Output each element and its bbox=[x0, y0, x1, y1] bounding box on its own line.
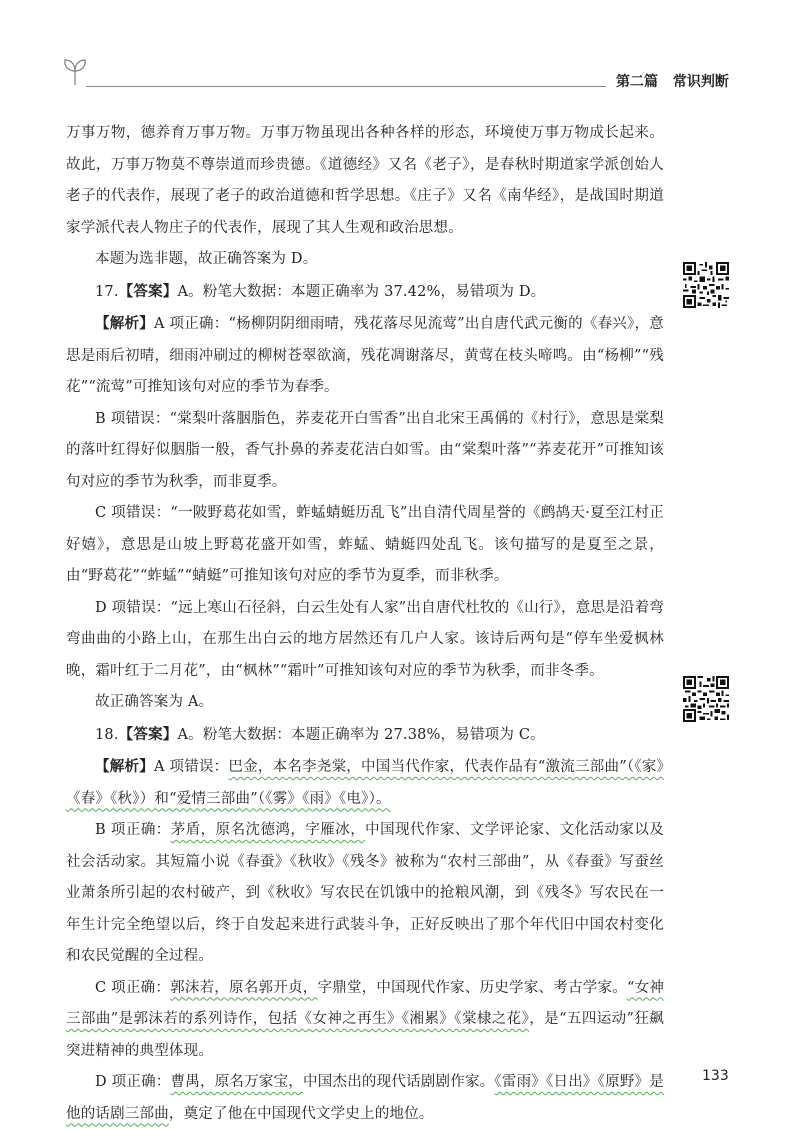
q18-a-highlight: 巴金，本名李尧棠，中国当代作家，代表作品有“激流三部曲”（《家》《春》《秋》）和“爱情三部曲”（《雾》《雨》《电》）。 bbox=[66, 759, 664, 807]
q17-answer-label: 【答案】 bbox=[118, 282, 178, 300]
q18-option-b bbox=[66, 815, 664, 973]
q17-option-b: B 项错误：“棠梨叶落胭脂色，荞麦花开白雪香”出自北宋王禹偁的《村行》，意思是棠梨的落叶红得好似胭脂一般，香气扑鼻的荞麦花洁白如雪。由“棠梨叶落”“荞麦花开”可推知该句对应的季节为秋季，而非夏季。 bbox=[66, 410, 664, 490]
page-body bbox=[66, 118, 664, 1130]
q18-a-prefix: A 项错误： bbox=[153, 759, 229, 775]
q18-analysis-label: 【解析】 bbox=[95, 758, 154, 775]
q18-b-prefix: B 项正确： bbox=[95, 822, 171, 838]
q18-c-end: ，是“五四运动”狂飙突进精神的典型体现。 bbox=[66, 1011, 664, 1059]
q17-option-c: C 项错误：“一陂野葛花如雪，蚱蜢蜻蜓历乱飞”出自清代周星誉的《鹧鸪天·夏至江村正好嬉》，意思是山坡上野葛花盛开如雪，蚱蜢、蜻蜓四处乱飞。该句描写的是夏至之景，由“野葛花”“蚱蜢”“蜻蜓”可推知该句对应的季节为夏季，而非秋季。 bbox=[66, 505, 664, 584]
q18-answer-text: A。粉笔大数据：本题正确率为 27.38%，易错项为 C。 bbox=[177, 726, 545, 743]
q17-option-a: A 项正确：“杨柳阴阴细雨晴，残花落尽见流莺”出自唐代武元衡的《春兴》，意思是雨后初晴，细雨冲刷过的柳树苍翠欲滴，残花凋谢落尽，黄莺在枝头啼鸣。由“杨柳”“残花”“流莺”可推知该句对应的季节为春季。 bbox=[66, 316, 664, 395]
q18-d-highlight: 曹禺，原名万家宝， bbox=[170, 1074, 304, 1090]
chapter-title bbox=[616, 71, 739, 91]
q18-option-d bbox=[66, 1067, 664, 1130]
q17-analysis-a bbox=[66, 308, 664, 404]
page-header bbox=[0, 0, 800, 110]
q18-d-end: ，奠定了他在中国现代文学史上的地位。 bbox=[168, 1105, 434, 1122]
q18-b-highlight: 茅盾，原名沈德鸿，字雁冰， bbox=[170, 822, 366, 838]
header-rule bbox=[86, 86, 606, 87]
section-label: 常识判断 bbox=[672, 74, 729, 90]
q18-analysis-a bbox=[66, 751, 664, 815]
q17-option-d: D 项错误：“远上寒山石径斜，白云生处有人家”出自唐代杜牧的《山行》，意思是沿着弯弯曲曲的小路上山，在那生出白云的地方居然还有几户人家。该诗后两句是“停车坐爱枫林晚，霜叶红于二月花”，由“枫林”“霜叶”可推知该句对应的季节为秋季，而非冬季。 bbox=[66, 599, 664, 679]
q18-d-highlight-2: 《雷雨》《日出》《原野》是他的话剧三部曲 bbox=[66, 1074, 664, 1122]
qr-code-icon-2[interactable] bbox=[683, 676, 729, 722]
q18-answer-label: 【答案】 bbox=[118, 725, 178, 743]
q18-c-highlight-2: “女神三部曲”是郭沫若的系列诗作，包括《女神之再生》《湘累》《棠棣之花》 bbox=[66, 979, 665, 1027]
intro-paragraph: 万事万物，德养育万事万物。万事万物虽现出各种各样的形态，环境使万事万物成长起来。故此，万事万物莫不尊崇道而珍贵德。《道德经》又名《老子》，是春秋时期道家学派创始人老子的代表作，展现了老子的政治道德和哲学思想。《庄子》又名《南华经》，是战国时期道家学派代表人物庄子的代表作，展现了其人生观和政治思想。 bbox=[66, 125, 664, 236]
part-label: 第二篇 bbox=[616, 74, 658, 90]
q18-b-rest: 中国现代作家、文学评论家、文化活动家以及社会活动家。其短篇小说《春蚕》《秋收》《残冬》被称为“农村三部曲”，从《春蚕》写蚕丝业萧条所引起的农村破产，到《秋收》写农民在饥饿中的抢粮风潮，到《残冬》写农民在一年生计完全绝望以后，终于自发起来进行武装斗争，正好反映出了那个年代旧中国农村变化和农民觉醒的全过程。 bbox=[66, 822, 665, 964]
leaf-icon bbox=[62, 58, 88, 86]
q17-answer-text: A。粉笔大数据：本题正确率为 37.42%，易错项为 D。 bbox=[177, 283, 546, 300]
q18-c-highlight: 郭沫若，原名郭开贞， bbox=[170, 979, 318, 996]
q17-analysis-label: 【解析】 bbox=[95, 315, 154, 332]
qr-code-icon[interactable] bbox=[683, 262, 729, 308]
q17-answer bbox=[66, 276, 664, 309]
q17-conclusion: 故正确答案为 A。 bbox=[95, 694, 214, 710]
intro-conclusion: 本题为选非题，故正确答案为 D。 bbox=[95, 251, 318, 267]
q18-option-c bbox=[66, 973, 664, 1068]
q18-d-mid: 中国杰出的现代话剧剧作家。 bbox=[303, 1074, 495, 1090]
q18-d-prefix: D 项正确： bbox=[95, 1074, 171, 1090]
page-number: 133 bbox=[702, 1068, 729, 1084]
q17-number: 17. bbox=[95, 283, 119, 300]
q18-number: 18. bbox=[95, 726, 119, 743]
q18-c-mid: 字鼎堂，中国现代作家、历史学家、考古学家。 bbox=[317, 979, 627, 996]
q18-answer bbox=[66, 719, 664, 752]
q18-c-prefix: C 项正确： bbox=[95, 979, 171, 996]
